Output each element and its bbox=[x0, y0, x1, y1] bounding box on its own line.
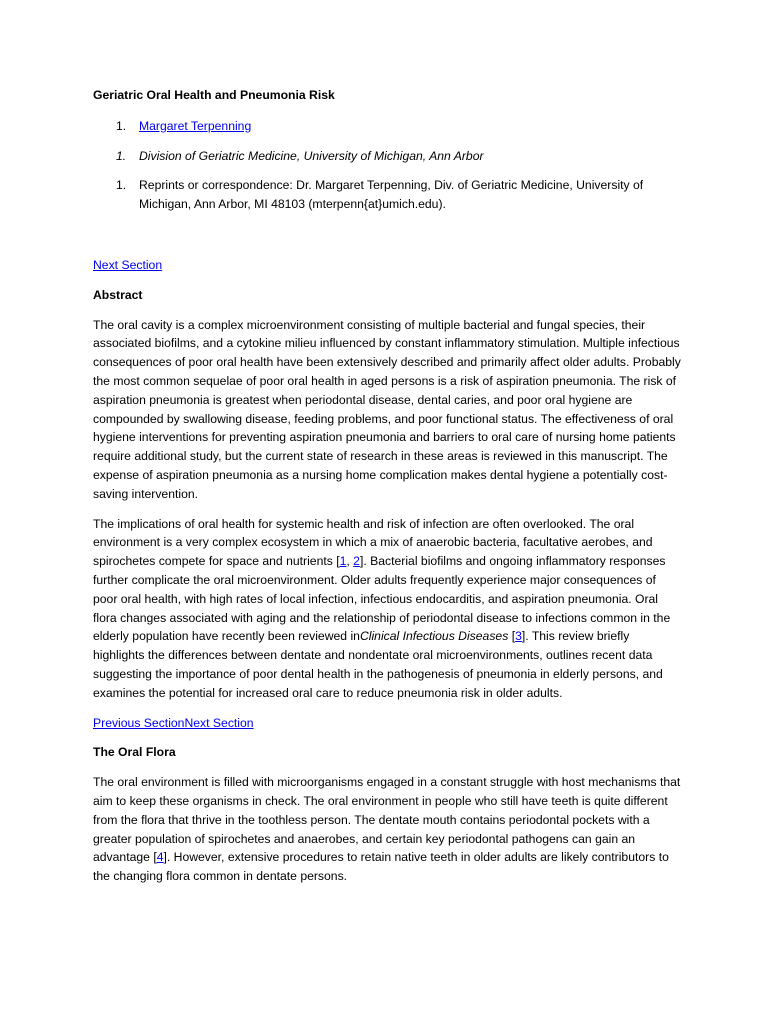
article bbox=[93, 86, 683, 897]
paragraph-text: [ bbox=[508, 629, 516, 644]
correspondence-list bbox=[93, 176, 683, 214]
affiliation-text: Division of Geriatric Medicine, University of Michigan, Ann Arbor bbox=[139, 148, 484, 163]
paragraph-text: ]. Bacterial biofilms and ongoing inflammatory responses further complicate the oral microenvironment. Older adults frequently experience major consequences of poor oral health, with high rates of local infection, infectious endocarditis, and aspiration pneumonia. Oral flora changes associated with aging and the relationship of periodontal disease to infections common in the elderly population have recently been reviewed in bbox=[93, 554, 671, 644]
reference-link-1[interactable]: 1 bbox=[339, 554, 347, 569]
paragraph-text: The implications of oral health for systemic health and risk of infection are often overlooked. The oral environment is a very complex ecosystem in which a mix of anaerobic bacteria, facultative aerobes, and spirochetes compete for space and nutrients [ bbox=[93, 516, 653, 569]
abstract-heading: Abstract bbox=[93, 287, 143, 302]
section-nav bbox=[93, 256, 683, 275]
reference-link-4[interactable]: 4 bbox=[156, 850, 164, 865]
author-link[interactable]: Margaret Terpenning bbox=[139, 118, 252, 133]
previous-section-link[interactable]: Previous Section bbox=[93, 715, 185, 730]
paragraph-text: ]. However, extensive procedures to retain native teeth in older adults are likely contributors to the changing flora common in dentate persons. bbox=[93, 850, 669, 884]
reference-link-2[interactable]: 2 bbox=[353, 554, 360, 569]
journal-title: Clinical Infectious Diseases bbox=[359, 629, 509, 644]
list-number: 1. bbox=[116, 178, 127, 193]
list-number: 1. bbox=[116, 118, 127, 133]
author-item bbox=[93, 117, 683, 136]
next-section-link[interactable]: Next Section bbox=[93, 257, 163, 272]
author-list bbox=[93, 117, 683, 136]
paragraph-text: The oral environment is filled with microorganisms engaged in a constant struggle with host mechanisms that aim to keep these organisms in check. The oral environment in people who still have teeth is quite different from the flora that thrive in the toothless person. The dentate mouth contains periodontal pockets with a greater population of spirochetes and anaerobes, and certain key periodontal pathogens can gain an advantage [ bbox=[93, 775, 681, 865]
intro-paragraph bbox=[93, 515, 683, 703]
oral-flora-paragraph bbox=[93, 773, 683, 886]
article-title: Geriatric Oral Health and Pneumonia Risk bbox=[93, 88, 335, 102]
affiliation-list bbox=[93, 147, 683, 166]
oral-flora-heading: The Oral Flora bbox=[93, 745, 176, 760]
abstract-paragraph: The oral cavity is a complex microenvironment consisting of multiple bacterial and fungal species, their associated biofilms, and a cytokine milieu influenced by constant inflammatory stimulation. Multiple infectious consequences of poor oral health have been extensively described and primarily affect older adults. Probably the most common sequelae of poor oral health in aged persons is a risk of aspiration pneumonia. The risk of aspiration pneumonia is greatest when periodontal disease, dental caries, and poor oral hygiene are compounded by swallowing disease, feeding problems, and poor functional status. The effectiveness of oral hygiene interventions for preventing aspiration pneumonia and barriers to oral care of nursing home patients require additional study, but the current state of research in these areas is reviewed in this manuscript. The expense of aspiration pneumonia as a nursing home complication makes dental hygiene a potentially cost-saving intervention. bbox=[93, 317, 681, 501]
paragraph-text: , bbox=[346, 554, 354, 569]
paragraph-text: ]. This review briefly highlights the differences between dentate and nondentate oral microenvironments, outlines recent data suggesting the importance of poor dental health in the pathogenesis of pneumonia in elderly persons, and examines the potential for increased oral care to reduce pneumonia risk in older adults. bbox=[93, 629, 663, 700]
correspondence-text: Reprints or correspondence: Dr. Margaret Terpenning, Div. of Geriatric Medicine, University of Michigan, Ann Arbor, MI 48103 (mterpenn{at}umich.edu). bbox=[139, 178, 644, 212]
reference-link-3[interactable]: 3 bbox=[515, 629, 522, 644]
next-section-link[interactable]: Next Section bbox=[184, 715, 254, 730]
section-nav bbox=[93, 714, 683, 733]
affiliation-item bbox=[93, 147, 683, 166]
list-number: 1. bbox=[116, 148, 127, 163]
correspondence-item bbox=[93, 176, 683, 214]
